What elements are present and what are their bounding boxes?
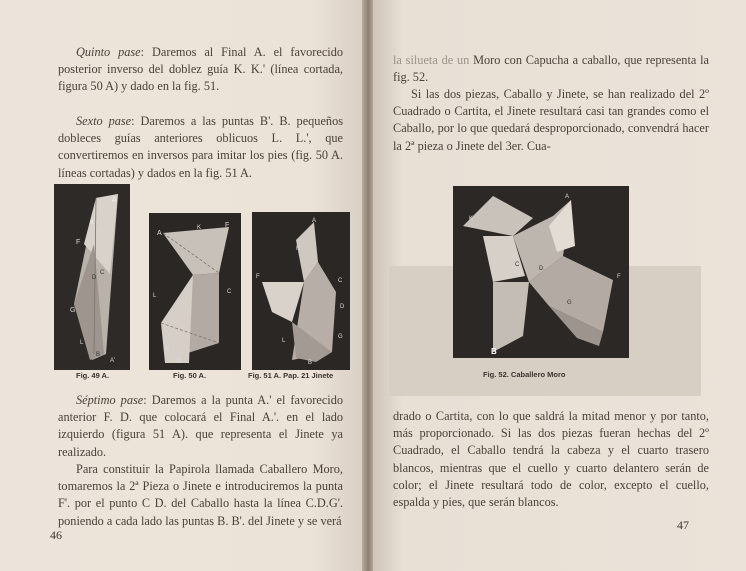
fig49-label-a: A [112, 197, 117, 204]
fig52-label-l: L [527, 312, 531, 318]
figure-49-caption: Fig. 49 A. [76, 371, 110, 380]
page-number-left: 46 [50, 528, 62, 542]
silueta-text: Moro con Capucha a caballo, que representa la fig. 52. [393, 53, 709, 85]
fig50-label-b: B [165, 347, 170, 353]
fig52-label-f: F [617, 274, 621, 280]
figure-50-caption: Fig. 50 A. [173, 371, 207, 380]
septimo-pase-text: : Daremos a la punta A.' el favorecido anterior F. D. que colocará el Final A.'. en el lado izquierdo (figura 51 A). que representa el Jinete ya realizado. [58, 393, 344, 459]
fig49-label-d: D [92, 275, 97, 281]
right-page [373, 0, 746, 571]
fig52-label-k: K [469, 216, 474, 222]
septimo-pase-lead: Séptimo pase [76, 393, 144, 407]
paragraph-quinto-pase [58, 44, 343, 96]
figure-51-image [252, 212, 350, 370]
paragraph-caballero-moro [58, 461, 343, 530]
fig51-label-k: K [296, 246, 301, 252]
sexto-pase-text: : Daremos a las puntas B'. B. pequeños dobleces guías anteriores oblicuos L. L.', que convertiremos en inversos para imitar los pies (fig. 50 A. líneas cortadas) y dados en la fig. 51 A. [58, 114, 343, 180]
fig51-label-a: A [312, 218, 317, 224]
fig50-label-c: C [227, 289, 232, 295]
figure-49-image [54, 184, 130, 370]
paragraph-silueta [393, 52, 709, 86]
fig52-label-d: D [539, 266, 544, 272]
figure-52-caption: Fig. 52. Caballero Moro [483, 370, 566, 379]
fig49-label-b: B [96, 352, 101, 358]
paragraph-cartita [393, 408, 709, 511]
fig51-label-l: L [282, 338, 286, 344]
figure-52-photo [453, 186, 629, 358]
quinto-pase-lead: Quinto pase [76, 45, 141, 59]
fig50-label-f: F [225, 222, 230, 229]
figure-49-photo [54, 184, 130, 370]
caballero-moro-text: Para constituir la Papirola llamada Caballero Moro, tomaremos la 2ª Pieza o Jinete e introduciremos la punta F'. por el punto C D. del Caballo hasta la línea C.D.G'. poniendo a cada lado las puntas B. B'. del Jinete y se verá [58, 462, 343, 528]
fig51-label-f: F [256, 274, 260, 280]
fig51-label-g: G [338, 334, 343, 340]
fig51-label-b: B [308, 360, 313, 366]
fig50-label-d: D [177, 359, 182, 365]
left-page [0, 0, 366, 571]
fig50-label-a: A [157, 230, 162, 237]
cartita-text: drado o Cartita, con lo que saldrá la mitad menor y por tanto, más proporcionado. Si las dos piezas fueran hechas del 2º Cuadrado, el Caballo tendrá la cabeza y el cuarto trasero blancos, mientras que el cuello y cuarto delantero serán de color; el Jinete resultará todo de color, excepto el cuello, espalda y pies, que serán blancos. [393, 409, 709, 510]
fig49-label-g: G [70, 307, 76, 314]
sexto-pase-lead: Sexto pase [76, 114, 132, 128]
fig52-label-c: C [515, 262, 520, 268]
figure-51-caption: Fig. 51 A. Pap. 21 Jinete [248, 371, 334, 380]
figure-50-photo [149, 213, 241, 370]
fig51-label-d: D [340, 304, 345, 310]
fig50-label-k: K [197, 225, 202, 231]
silueta-faded-text: la silueta de un [393, 53, 470, 67]
figure-51-photo [252, 212, 350, 370]
fig49-label-a2: A' [110, 358, 116, 364]
quinto-pase-text: : Daremos al Final A. el favorecido posterior inverso del doblez guía K. K.' (línea cortada, figura 50 A) y dado en la fig. 51. [58, 45, 343, 94]
fig49-label-k: K [90, 220, 95, 226]
fig52-label-b: B [491, 347, 497, 356]
fig49-label-f: F [76, 239, 81, 246]
fig51-label-c: C [338, 278, 343, 284]
page-number-right: 47 [677, 518, 689, 532]
fig49-label-l: L [80, 340, 84, 346]
dos-piezas-text: Si las dos piezas, Caballo y Jinete, se han realizado del 2º Cuadrado o Cartita, el Jinete resultará casi tan grandes como el Caballo, por lo que quedará desproporcionado, convendrá hacer la 2ª pieza o Jinete del 3er. Cua- [393, 87, 709, 153]
fig50-label-l: L [153, 293, 157, 299]
paragraph-septimo-pase [58, 392, 343, 461]
fig52-label-a: A [565, 194, 570, 200]
figure-52-image [453, 186, 629, 358]
fig52-label-g: G [567, 300, 572, 306]
figure-50-image [149, 213, 241, 370]
paragraph-sexto-pase [58, 113, 343, 182]
paragraph-dos-piezas [393, 86, 709, 155]
fig49-label-c: C [100, 270, 105, 276]
